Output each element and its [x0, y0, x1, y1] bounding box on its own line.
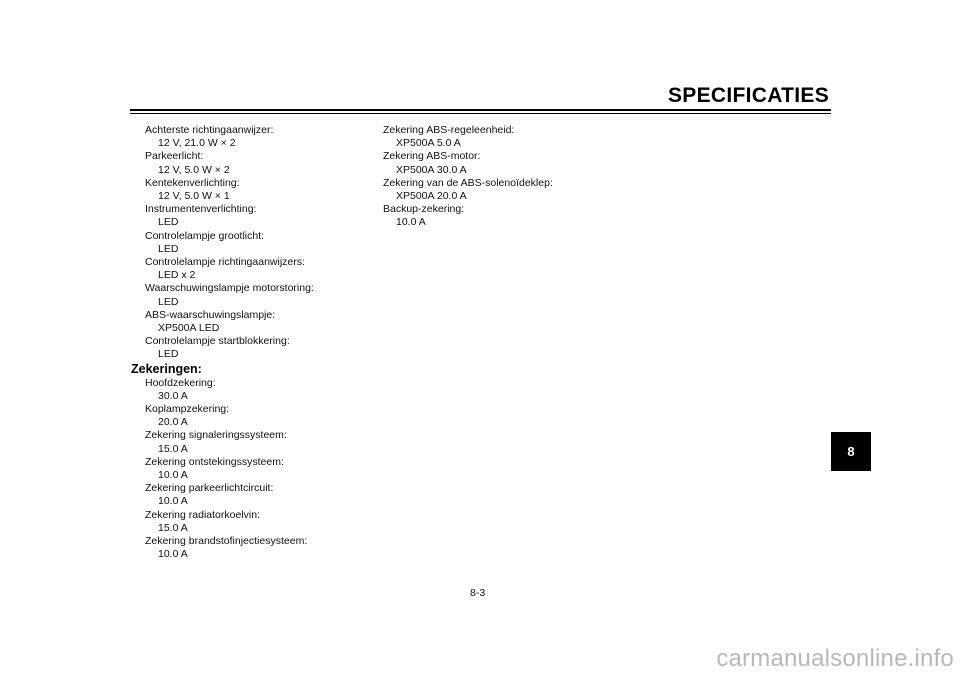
spec-value: XP500A 5.0 A — [396, 137, 461, 150]
right-column — [383, 124, 553, 230]
spec-value: 20.0 A — [158, 416, 188, 429]
spec-value: LED x 2 — [158, 269, 196, 282]
spec-value: LED — [158, 348, 179, 361]
spec-value: 10.0 A — [158, 495, 188, 508]
spec-value: XP500A 20.0 A — [396, 190, 467, 203]
spec-label: Zekering ABS-regeleenheid: — [383, 124, 515, 136]
spec-label: ABS-waarschuwingslampje: — [145, 308, 276, 321]
spec-label: Controlelampje grootlicht: — [145, 229, 265, 242]
spec-label: Zekering parkeerlichtcircuit: — [145, 482, 274, 495]
spec-value: 12 V, 21.0 W × 2 — [158, 137, 236, 150]
spec-label: Koplampzekering: — [145, 403, 230, 416]
spec-label: Controlelampje richtingaanwijzers: — [145, 256, 305, 269]
spec-label: Zekering ontstekingssysteem: — [145, 455, 284, 468]
spec-value: XP500A LED — [158, 322, 220, 335]
spec-label: Zekering radiatorkoelvin: — [145, 508, 260, 521]
header-rule-thin — [130, 113, 831, 114]
spec-value: 10.0 A — [396, 216, 426, 229]
left-column — [131, 124, 314, 562]
spec-value: XP500A 30.0 A — [396, 163, 467, 176]
spec-value: 12 V, 5.0 W × 1 — [158, 190, 230, 203]
section-heading-fuses: Zekeringen: — [131, 361, 202, 376]
chapter-tab — [831, 432, 871, 471]
spec-label: Zekering signaleringssysteem: — [145, 429, 287, 442]
spec-label: Achterste richtingaanwijzer: — [145, 124, 274, 136]
spec-label: Zekering van de ABS-solenoïdeklep: — [383, 176, 553, 189]
spec-label: Kentekenverlichting: — [145, 176, 240, 189]
spec-label: Zekering brandstofinjectiesysteem: — [145, 535, 308, 548]
header-rule-thick — [130, 109, 831, 111]
page-number: 8-3 — [470, 587, 486, 599]
spec-label: Waarschuwingslampje motorstoring: — [145, 282, 314, 295]
spec-value: 15.0 A — [158, 521, 188, 534]
spec-value: 10.0 A — [158, 469, 188, 482]
spec-value: LED — [158, 242, 179, 255]
spec-label: Parkeerlicht: — [145, 150, 204, 163]
spec-label: Controlelampje startblokkering: — [145, 335, 290, 348]
spec-value: 30.0 A — [158, 389, 188, 402]
spec-value: LED — [158, 216, 179, 229]
spec-value: 12 V, 5.0 W × 2 — [158, 163, 230, 176]
page-title: SPECIFICATIES — [667, 84, 829, 107]
spec-value: 10.0 A — [158, 548, 188, 561]
spec-value: LED — [158, 295, 179, 308]
spec-label: Backup-zekering: — [383, 203, 465, 216]
spec-value: 15.0 A — [158, 442, 188, 455]
watermark: carmanualsonline.info — [716, 645, 954, 672]
spec-label: Instrumentenverlichting: — [145, 203, 257, 216]
spec-label: Zekering ABS-motor: — [383, 150, 481, 163]
chapter-tab-label: 8 — [847, 444, 855, 459]
spec-label: Hoofdzekering: — [145, 376, 216, 389]
